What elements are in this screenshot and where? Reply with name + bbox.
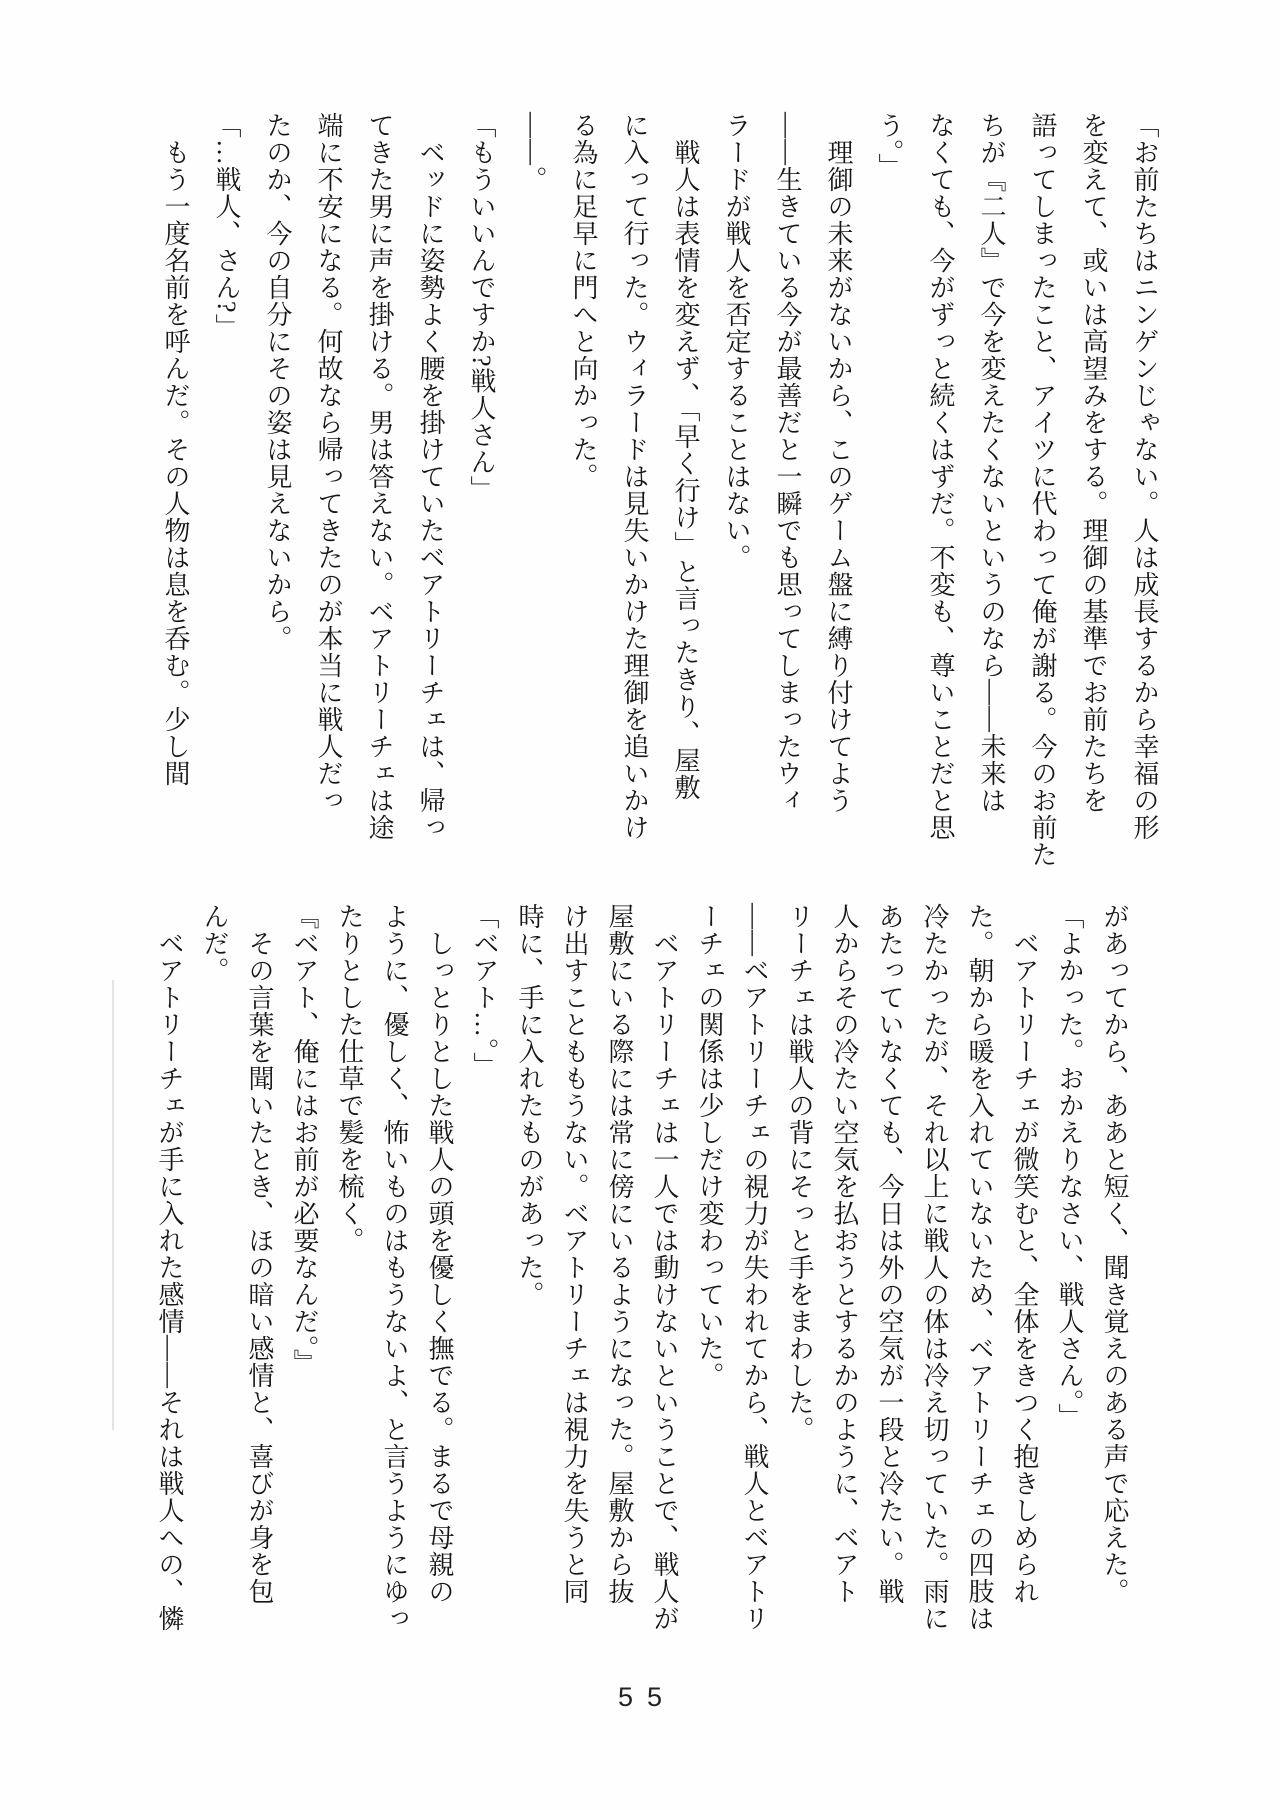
text-column: た。朝から暖を入れていないため、ベアトリーチェの四肢は	[965, 903, 994, 1632]
text-column: う。」	[875, 112, 904, 180]
upper-text-block	[150, 112, 1170, 890]
text-column: 語ってしまったこと、アイツに代わって俺が謝る。今のお前た	[1028, 112, 1057, 868]
text-column: ーチェの関係は少しだけ変わっていた。	[695, 903, 724, 1389]
scan-artifact-line	[112, 980, 114, 1430]
text-column: 冷たかったが、それ以上に戦人の体は冷え切っていた。雨に	[920, 903, 949, 1632]
text-column: 理御の未来がないから、このゲーム盤に縛り付けてよう	[824, 139, 853, 814]
text-column: ベアトリーチェは一人では動けないということで、戦人が	[650, 930, 679, 1632]
text-column: ように、優しく、怖いものはもうないよ、と言うようにゆっ	[380, 903, 409, 1632]
text-column: たりとした仕草で髪を梳く。	[335, 903, 364, 1254]
text-column: ――ベアトリーチェの視力が失われてから、戦人とベアトリ	[740, 903, 769, 1632]
text-column: を変えて、或いは高望みをする。理御の基準でお前たちを	[1079, 112, 1108, 814]
text-column: ちが『二人』で今を変えたくないというのなら――未来は	[977, 112, 1006, 814]
text-column: てきた男に声を掛ける。男は答えない。ベアトリーチェは途	[365, 112, 394, 841]
text-column: 端に不安になる。何故なら帰ってきたのが本当に戦人だっ	[314, 112, 343, 814]
text-column: リーチェは戦人の背にそっと手をまわした。	[785, 903, 814, 1443]
text-column: ――。	[518, 112, 547, 193]
text-column: 『ベアト、俺にはお前が必要なんだ。』	[290, 903, 319, 1376]
text-column: なくても、今がずっと続くはずだ。不変も、尊いことだと思	[926, 112, 955, 841]
text-column: たのか、今の自分にその姿は見えないから。	[263, 112, 292, 652]
text-column: 屋敷にいる際には常に傍にいるようになった。屋敷から抜	[605, 903, 634, 1605]
text-column: あたっていなくても、今日は外の空気が一段と冷たい。戦	[875, 903, 904, 1605]
text-column: 時に、手に入れたものがあった。	[515, 903, 544, 1308]
text-column: ベアトリーチェが手に入れた感情――それは戦人への、憐	[155, 930, 184, 1632]
text-column: ベアトリーチェが微笑むと、全体をきつく抱きしめられ	[1010, 930, 1039, 1605]
text-column: その言葉を聞いたとき、ほの暗い感情と、喜びが身を包	[245, 930, 274, 1605]
text-column: 「もういいんですか?戦人さん」	[467, 112, 496, 503]
page-number: 55	[617, 1682, 677, 1712]
lower-text-block	[147, 903, 1137, 1685]
text-column: ベッドに姿勢よく腰を掛けていたベアトリーチェは、帰っ	[416, 139, 445, 841]
text-column: 「お前たちはニンゲンじゃない。人は成長するから幸福の形	[1130, 112, 1159, 841]
text-column: ラードが戦人を否定することはない。	[722, 112, 751, 571]
text-column: もう一度名前を呼んだ。その人物は息を呑む。少し間	[161, 139, 190, 787]
text-column: け出すことももうない。ベアトリーチェは視力を失うと同	[560, 903, 589, 1605]
text-column: 「…戦人、さん?」	[212, 112, 241, 341]
text-column: 「ベアト…。」	[470, 903, 499, 1079]
text-column: 人からその冷たい空気を払おうとするかのように、ベアト	[830, 903, 859, 1605]
text-column: があってから、ああと短く、聞き覚えのある声で応えた。	[1100, 903, 1129, 1605]
text-column: んだ。	[200, 903, 229, 984]
text-column: ――生きている今が最善だと一瞬でも思ってしまったウィ	[773, 112, 802, 814]
text-column: る為に足早に門へと向かった。	[569, 112, 598, 490]
text-column: 「よかった。おかえりなさい、戦人さん。」	[1055, 903, 1084, 1430]
text-column: に入って行った。ウィラードは見失いかけた理御を追いかけ	[620, 112, 649, 841]
text-column: 戦人は表情を変えず、「早く行け」と言ったきり、屋敷	[671, 139, 700, 801]
text-column: しっとりとした戦人の頭を優しく撫でる。まるで母親の	[425, 930, 454, 1605]
